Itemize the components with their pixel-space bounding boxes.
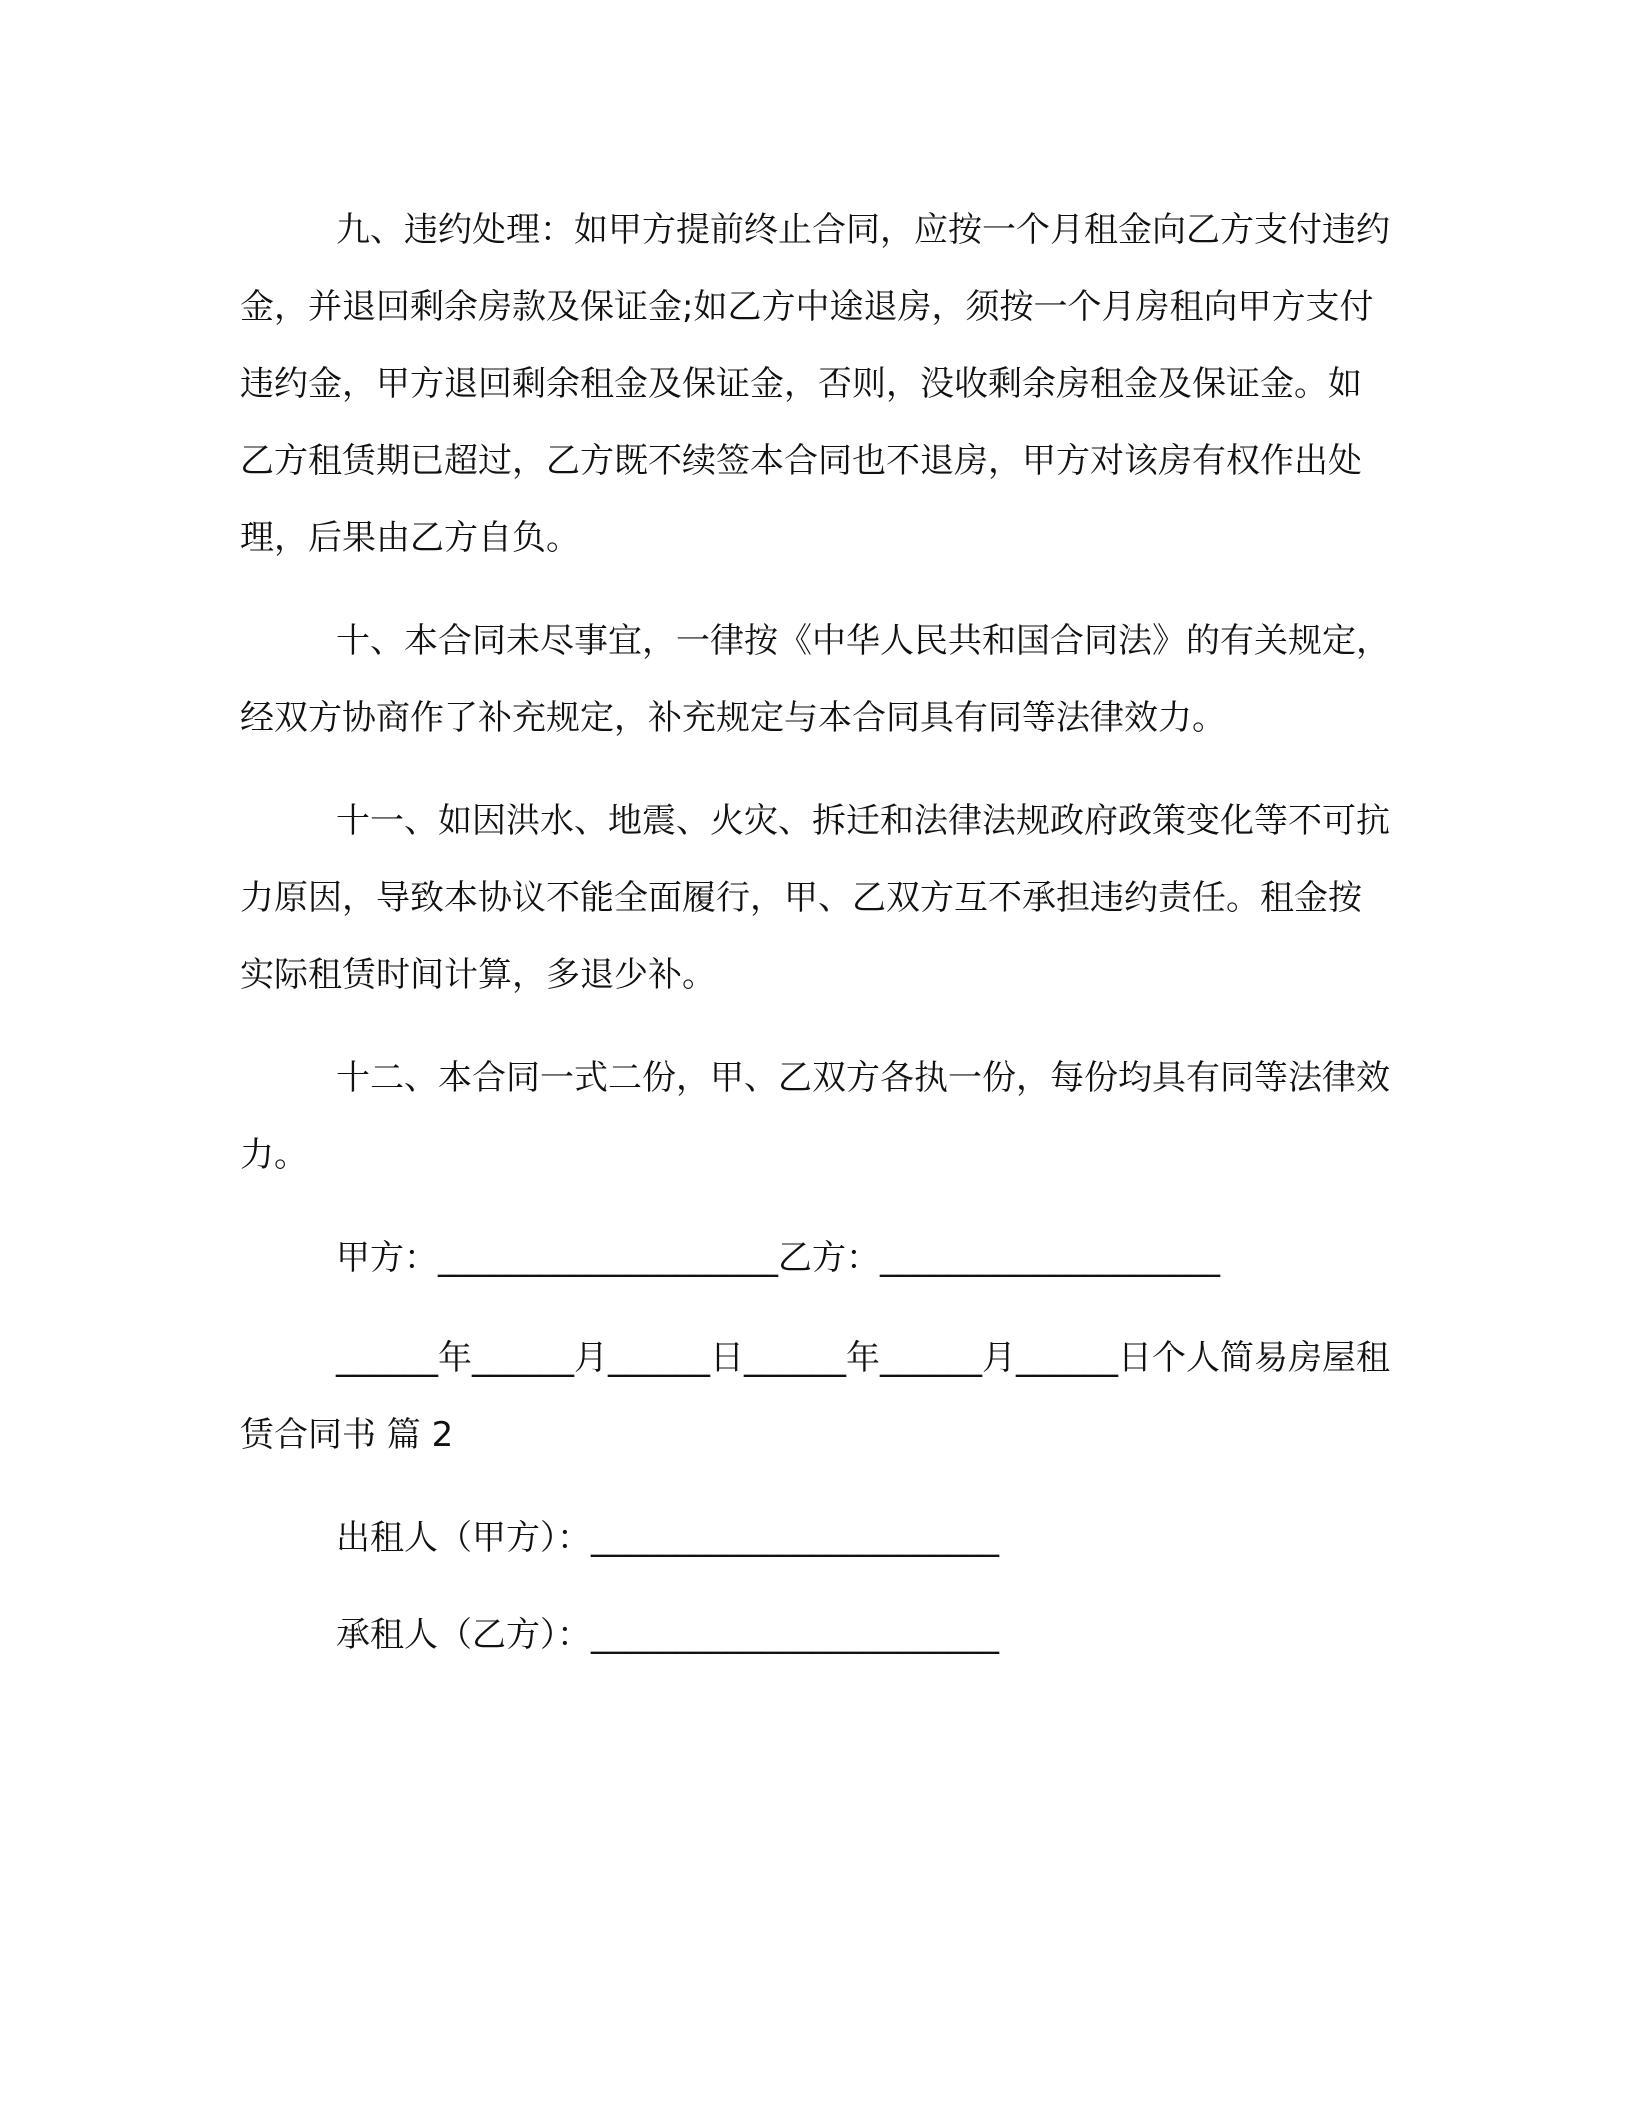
lessor-line: 出租人（甲方）：________________________ — [336, 1518, 999, 1558]
clause-10: 十、本合同未尽事宜，一律按《中华人民共和国合同法》的有关规定，经双方协商作了补充规定，补充规定与本合同具有同等法律效力。 — [240, 621, 1390, 738]
document-body — [240, 192, 1390, 1694]
clause-9: 九、违约处理：如甲方提前终止合同，应按一个月租金向乙方支付违约金，并退回剩余房款及保证金;如乙方中途退房，须按一个月房租向甲方支付违约金，甲方退回剩余租金及保证金，否则，没收剩余房租金及保证金。如乙方租赁期已超过，乙方既不续签本合同也不退房，甲方对该房有权作出处理，后果由乙方自负。 — [240, 210, 1390, 558]
party-signature-line: 甲方：____________________乙方：____________________ — [336, 1238, 1220, 1278]
lessee-line: 承租人（乙方）：________________________ — [336, 1615, 999, 1655]
date-and-next-title: ______年______月______日______年______月______日个人简易房屋租赁合同书 篇 2 — [240, 1338, 1390, 1455]
clause-12: 十二、本合同一式二份，甲、乙双方各执一份，每份均具有同等法律效力。 — [240, 1058, 1390, 1175]
clause-11: 十一、如因洪水、地震、火灾、拆迁和法律法规政府政策变化等不可抗力原因，导致本协议不能全面履行，甲、乙双方互不承担违约责任。租金按实际租赁时间计算，多退少补。 — [240, 801, 1390, 995]
